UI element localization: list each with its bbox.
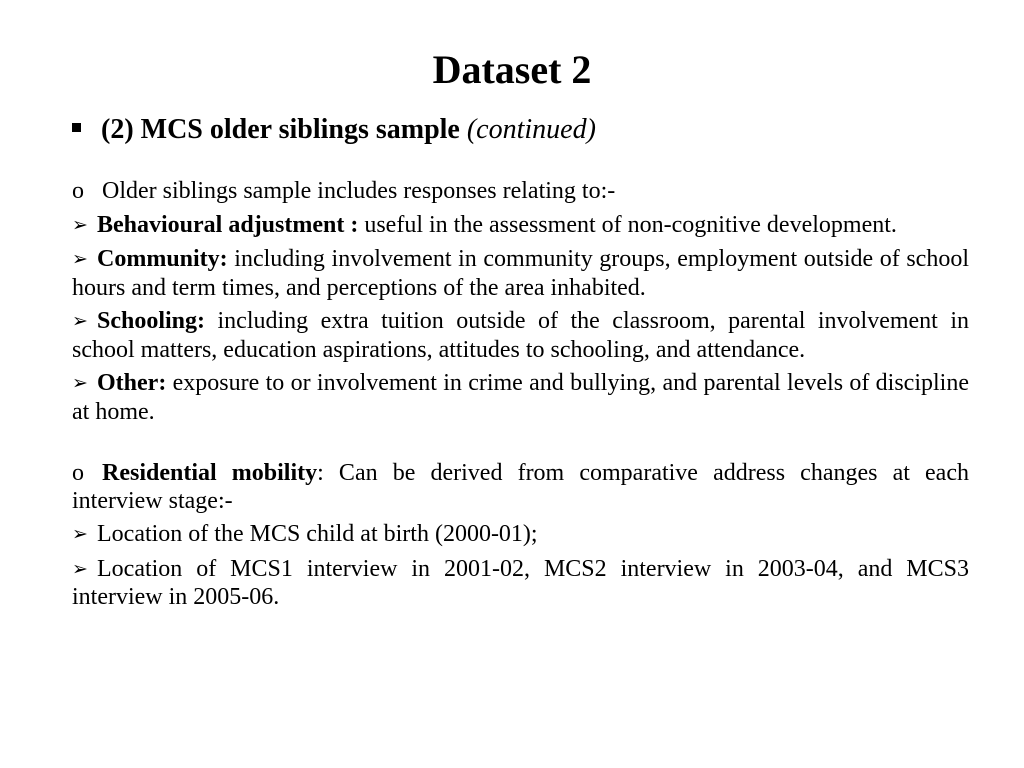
list-item-behavioural [72,212,969,241]
list-item-location-interviews [72,556,969,612]
subheading [72,112,596,148]
body-text [72,178,969,612]
item-text: Location of the MCS child at birth (2000-01); [97,521,538,547]
mobility-line [72,460,969,515]
item-text: useful in the assessment of non-cognitive development. [358,211,897,238]
slide-title: Dataset 2 [432,47,592,92]
item-text: including extra tuition outside of the classroom, parental involvement in school matters, education aspirations, attitudes to schooling, and attendance. [72,308,969,363]
arrow-bullet-icon: ➢ [72,310,88,332]
intro-line [72,178,969,206]
list-item-location-birth [72,521,969,550]
subheading-bold: (2) MCS older siblings sample [101,114,460,145]
item-label: Other: [97,370,167,396]
intro-text: Older siblings sample includes responses relating to:- [102,178,616,204]
subheading-italic: (continued) [466,114,596,145]
item-text: including involvement in community groups, employment outside of school hours and term times, and perceptions of the area inhabited. [72,246,969,301]
circle-bullet-icon: o [72,178,84,204]
square-bullet-icon [72,123,81,132]
item-label: Behavioural adjustment : [97,211,359,238]
arrow-bullet-icon: ➢ [72,213,88,236]
item-text: exposure to or involvement in crime and bullying, and parental levels of discipline at home. [72,370,969,425]
list-item-other [72,370,969,426]
item-label: Community: [97,246,228,272]
mobility-label: Residential mobility [102,460,318,486]
list-item-schooling [72,308,969,364]
arrow-bullet-icon: ➢ [72,523,88,545]
arrow-bullet-icon: ➢ [72,557,88,580]
circle-bullet-icon: o [72,460,84,486]
list-item-community [72,246,969,302]
mobility-text: : Can be derived from comparative address changes at each interview stage:- [72,460,969,514]
arrow-bullet-icon: ➢ [72,248,88,270]
arrow-bullet-icon: ➢ [72,372,88,394]
item-label: Schooling: [97,308,206,334]
item-text: Location of MCS1 interview in 2001-02, MCS2 interview in 2003-04, and MCS3 interview in 2005-06. [72,555,969,610]
